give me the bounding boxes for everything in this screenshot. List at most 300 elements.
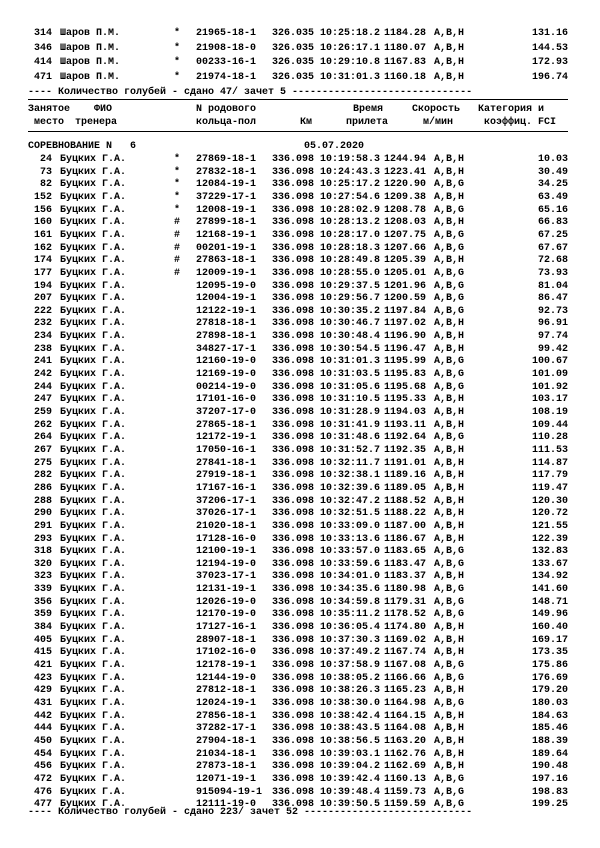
cell-fancier: Буцких Г.А. — [60, 407, 127, 418]
cell-coef-fci: 133.67 — [531, 558, 568, 570]
cell-time: 10:33:59.6 — [320, 558, 381, 570]
cell-category: А,В,Н — [434, 318, 465, 330]
cell-place: 177 — [33, 267, 52, 279]
cell-fancier: Буцких Г.А. — [60, 495, 127, 507]
cell-speed: 1192.35 — [384, 444, 427, 456]
cell-category: А,В,Н — [434, 634, 465, 646]
cell-ring: 37282-17-1 — [196, 723, 257, 735]
cell-ring: 27818-18-1 — [196, 318, 257, 330]
cell-distance: 336.098 — [272, 470, 315, 482]
cell-time: 10:29:56.7 — [320, 293, 381, 305]
cell-distance: 336.098 — [272, 191, 315, 203]
cell-coef-fci: 114.87 — [531, 457, 568, 469]
cell-coef-fci: 169.17 — [531, 634, 568, 646]
cell-distance: 336.098 — [272, 634, 315, 646]
cell-category: А,В,G — [434, 697, 465, 709]
cell-ring: 12111-19-0 — [196, 799, 257, 811]
cell-place: 222 — [33, 305, 52, 317]
cell-place: 161 — [33, 229, 52, 241]
cell-category: А,В,Н — [434, 571, 465, 583]
cell-ring: 17101-16-0 — [196, 394, 257, 406]
cell-time: 10:38:26.3 — [320, 685, 381, 697]
cell-speed: 1180.98 — [384, 584, 427, 596]
cell-time: 10:32:47.2 — [320, 495, 381, 507]
header-ring-2: кольца-пол — [196, 117, 257, 128]
cell-place: 414 — [33, 57, 52, 68]
cell-fancier: Буцких Г.А. — [60, 546, 127, 558]
cell-speed: 1167.74 — [384, 647, 427, 659]
cell-mark: * — [174, 204, 181, 216]
cell-place: 238 — [33, 343, 52, 355]
cell-fancier: Буцких Г.А. — [60, 634, 127, 646]
cell-ring: 37023-17-1 — [196, 571, 257, 583]
cell-speed: 1201.96 — [384, 280, 427, 292]
cell-coef-fci: 73.93 — [537, 267, 568, 279]
cell-time: 10:25:18.2 — [320, 28, 381, 39]
cell-coef-fci: 96.91 — [537, 318, 568, 330]
cell-time: 10:30:46.7 — [320, 318, 381, 330]
cell-ring: 27812-18-1 — [196, 685, 257, 697]
cell-category: А,В,G — [434, 609, 465, 621]
cell-distance: 336.098 — [272, 558, 315, 570]
cell-place: 234 — [33, 331, 52, 343]
cell-coef-fci: 134.92 — [531, 571, 568, 583]
cell-distance: 336.098 — [272, 609, 315, 621]
cell-category: А,В,Н — [434, 71, 465, 83]
cell-ring: 12095-19-0 — [196, 280, 257, 292]
cell-fancier: Шаров П.М. — [60, 71, 121, 83]
cell-time: 10:24:43.3 — [320, 166, 381, 178]
cell-distance: 326.035 — [272, 28, 315, 39]
cell-category: А,В,G — [434, 672, 465, 684]
cell-time: 10:38:05.2 — [320, 672, 381, 684]
cell-speed: 1183.47 — [384, 558, 427, 570]
cell-ring: 12009-19-1 — [196, 267, 257, 279]
cell-place: 244 — [33, 381, 52, 393]
cell-speed: 1197.02 — [384, 318, 427, 330]
cell-fancier: Буцких Г.А. — [60, 331, 127, 343]
cell-fancier: Буцких Г.А. — [60, 166, 127, 178]
cell-fancier: Буцких Г.А. — [60, 596, 127, 608]
cell-ring: 12178-19-1 — [196, 660, 257, 671]
cell-time: 10:25:17.2 — [320, 179, 381, 191]
cell-time: 10:31:03.5 — [320, 369, 381, 381]
cell-coef-fci: 160.40 — [531, 622, 568, 634]
cell-distance: 336.098 — [272, 369, 315, 381]
cell-fancier: Буцких Г.А. — [60, 558, 127, 570]
cell-distance: 336.098 — [272, 242, 315, 254]
cell-category: А,В,Н — [434, 748, 465, 760]
cell-place: 356 — [33, 596, 52, 608]
cell-time: 10:37:30.3 — [320, 634, 381, 646]
cell-distance: 336.098 — [272, 520, 315, 532]
cell-category: А,В,Н — [434, 191, 465, 203]
cell-place: 339 — [33, 584, 52, 596]
cell-mark: * — [174, 191, 181, 203]
cell-distance: 336.098 — [272, 318, 315, 330]
cell-place: 454 — [33, 748, 52, 760]
cell-ring: 12122-19-1 — [196, 305, 257, 317]
cell-distance: 336.098 — [272, 255, 315, 267]
cell-speed: 1160.13 — [384, 773, 427, 785]
cell-coef-fci: 175.86 — [531, 660, 568, 671]
cell-speed: 1160.18 — [384, 71, 427, 83]
cell-fancier: Буцких Г.А. — [60, 520, 127, 532]
cell-fancier: Буцких Г.А. — [60, 685, 127, 697]
cell-time: 10:39:04.2 — [320, 761, 381, 773]
cell-category: А,В,Н — [434, 42, 465, 54]
cell-coef-fci: 149.96 — [531, 609, 568, 621]
cell-fancier: Буцких Г.А. — [60, 394, 127, 406]
cell-fancier: Буцких Г.А. — [60, 799, 127, 811]
cell-place: 242 — [33, 369, 52, 381]
cell-ring: 00233-16-1 — [196, 57, 257, 68]
cell-coef-fci: 179.20 — [531, 685, 568, 697]
cell-ring: 27863-18-1 — [196, 255, 257, 267]
cell-coef-fci: 188.39 — [531, 735, 568, 747]
cell-ring: 27899-18-1 — [196, 217, 257, 229]
header-category-2: коэффиц. FCI — [484, 117, 557, 128]
cell-distance: 336.098 — [272, 647, 315, 659]
cell-speed: 1180.07 — [384, 42, 427, 54]
cell-coef-fci: 121.55 — [531, 520, 568, 532]
cell-fancier: Буцких Г.А. — [60, 660, 127, 671]
cell-speed: 1196.90 — [384, 331, 427, 343]
cell-coef-fci: 148.71 — [531, 596, 568, 608]
cell-coef-fci: 100.67 — [531, 356, 568, 368]
cell-speed: 1193.11 — [384, 419, 427, 431]
cell-ring: 12024-19-1 — [196, 697, 257, 709]
cell-category: А,В,G — [434, 584, 465, 596]
table-header-row-1 — [28, 103, 545, 116]
cell-coef-fci: 101.92 — [531, 381, 568, 393]
cell-distance: 336.098 — [272, 154, 315, 165]
cell-speed: 1188.52 — [384, 495, 427, 507]
cell-place: 291 — [33, 520, 52, 532]
cell-category: А,В,Н — [434, 761, 465, 773]
cell-time: 10:30:54.5 — [320, 343, 381, 355]
cell-ring: 12084-19-1 — [196, 179, 257, 191]
cell-time: 10:39:48.4 — [320, 786, 381, 798]
divider — [28, 131, 568, 132]
cell-time: 10:28:55.0 — [320, 267, 381, 279]
cell-fancier: Буцких Г.А. — [60, 748, 127, 760]
cell-category: А,В,Н — [434, 482, 465, 494]
competition-date: 05.07.2020 — [304, 141, 365, 152]
cell-category: А,В,Н — [434, 28, 465, 39]
cell-fancier: Шаров П.М. — [60, 28, 121, 39]
cell-ring: 12194-19-0 — [196, 558, 257, 570]
cell-distance: 336.098 — [272, 482, 315, 494]
cell-fancier: Буцких Г.А. — [60, 710, 127, 722]
cell-place: 152 — [33, 191, 52, 203]
cell-ring: 12168-19-1 — [196, 229, 257, 241]
cell-place: 450 — [33, 735, 52, 747]
cell-time: 10:28:18.3 — [320, 242, 381, 254]
cell-ring: 17167-16-1 — [196, 482, 257, 494]
cell-ring: 28907-18-1 — [196, 634, 257, 646]
cell-speed: 1205.01 — [384, 267, 427, 279]
cell-category: А,В,Н — [434, 533, 465, 545]
cell-category: А,В,Н — [434, 457, 465, 469]
cell-distance: 336.098 — [272, 267, 315, 279]
cell-speed: 1189.05 — [384, 482, 427, 494]
cell-place: 290 — [33, 508, 52, 520]
cell-ring: 17128-16-0 — [196, 533, 257, 545]
cell-speed: 1174.80 — [384, 622, 427, 634]
cell-category: А,В,G — [434, 280, 465, 292]
cell-coef-fci: 81.04 — [537, 280, 568, 292]
cell-category: А,В,Н — [434, 57, 465, 68]
cell-coef-fci: 66.83 — [537, 217, 568, 229]
cell-fancier: Буцких Г.А. — [60, 179, 127, 191]
header-place-2: место — [34, 117, 65, 128]
cell-category: А,В,Н — [434, 331, 465, 343]
cell-category: А,В,Н — [434, 255, 465, 267]
cell-category: А,В,Н — [434, 508, 465, 520]
cell-fancier: Буцких Г.А. — [60, 723, 127, 735]
cell-fancier: Буцких Г.А. — [60, 647, 127, 659]
cell-fancier: Буцких Г.А. — [60, 381, 127, 393]
cell-category: А,В,G — [434, 242, 465, 254]
competition-row — [28, 140, 365, 153]
cell-mark: * — [174, 179, 181, 191]
cell-coef-fci: 65.16 — [537, 204, 568, 216]
cell-coef-fci: 199.25 — [531, 799, 568, 811]
cell-time: 10:35:11.2 — [320, 609, 381, 621]
cell-speed: 1159.73 — [384, 786, 427, 798]
cell-speed: 1162.69 — [384, 761, 427, 773]
cell-coef-fci: 189.64 — [531, 748, 568, 760]
cell-speed: 1196.47 — [384, 343, 427, 355]
cell-category: А,В,Н — [434, 166, 465, 178]
cell-coef-fci: 180.03 — [531, 697, 568, 709]
cell-coef-fci: 72.68 — [537, 255, 568, 267]
cell-speed: 1189.16 — [384, 470, 427, 482]
cell-speed: 1207.66 — [384, 242, 427, 254]
cell-coef-fci: 132.83 — [531, 546, 568, 558]
cell-speed: 1183.37 — [384, 571, 427, 583]
cell-time: 10:19:58.3 — [320, 154, 381, 165]
cell-mark: * — [174, 42, 181, 54]
cell-place: 423 — [33, 672, 52, 684]
cell-mark: * — [174, 57, 181, 68]
cell-category: А,В,G — [434, 229, 465, 241]
cell-place: 429 — [33, 685, 52, 697]
cell-ring: 12100-19-1 — [196, 546, 257, 558]
cell-category: А,В,G — [434, 786, 465, 798]
cell-coef-fci: 196.74 — [531, 71, 568, 83]
cell-ring: 27841-18-1 — [196, 457, 257, 469]
cell-distance: 336.098 — [272, 533, 315, 545]
cell-distance: 336.098 — [272, 381, 315, 393]
cell-category: А,В,G — [434, 293, 465, 305]
cell-time: 10:31:48.6 — [320, 432, 381, 444]
cell-fancier: Шаров П.М. — [60, 57, 121, 68]
cell-time: 10:28:02.9 — [320, 204, 381, 216]
cell-fancier: Буцких Г.А. — [60, 508, 127, 520]
cell-time: 10:38:43.5 — [320, 723, 381, 735]
cell-time: 10:31:10.5 — [320, 394, 381, 406]
cell-category: А,В,Н — [434, 710, 465, 722]
competition-label: СОРЕВНОВАНИЕ N 6 — [28, 141, 137, 152]
cell-fancier: Буцких Г.А. — [60, 786, 127, 798]
cell-time: 10:39:42.4 — [320, 773, 381, 785]
cell-place: 241 — [33, 356, 52, 368]
cell-category: А,В,G — [434, 267, 465, 279]
cell-speed: 1184.28 — [384, 28, 427, 39]
cell-speed: 1166.66 — [384, 672, 427, 684]
cell-distance: 336.098 — [272, 773, 315, 785]
cell-mark: # — [174, 229, 181, 241]
cell-distance: 336.098 — [272, 356, 315, 368]
cell-ring: 21908-18-0 — [196, 42, 257, 54]
cell-fancier: Буцких Г.А. — [60, 217, 127, 229]
cell-speed: 1208.78 — [384, 204, 427, 216]
cell-fancier: Буцких Г.А. — [60, 609, 127, 621]
cell-category: А,В,Н — [434, 520, 465, 532]
cell-ring: 27898-18-1 — [196, 331, 257, 343]
cell-category: А,В,G — [434, 799, 465, 811]
cell-time: 10:37:49.2 — [320, 647, 381, 659]
cell-ring: 12170-19-0 — [196, 609, 257, 621]
cell-category: А,В,Н — [434, 419, 465, 431]
cell-time: 10:27:54.6 — [320, 191, 381, 203]
cell-time: 10:30:35.2 — [320, 305, 381, 317]
cell-distance: 336.098 — [272, 444, 315, 456]
cell-distance: 336.098 — [272, 723, 315, 735]
cell-time: 10:26:17.1 — [320, 42, 381, 54]
cell-speed: 1167.83 — [384, 57, 427, 68]
cell-distance: 326.035 — [272, 71, 315, 83]
header-fio-2: тренера — [75, 117, 118, 128]
summary-line-total: ---- Количество голубей - сдано 223/ зачет 52 ---------------------------- — [28, 807, 473, 818]
cell-category: А,В,Н — [434, 407, 465, 418]
cell-place: 259 — [33, 407, 52, 418]
cell-place: 174 — [33, 255, 52, 267]
cell-ring: 27865-18-1 — [196, 419, 257, 431]
cell-place: 346 — [33, 42, 52, 54]
cell-speed: 1179.31 — [384, 596, 427, 608]
cell-category: А,В,G — [434, 432, 465, 444]
cell-ring: 17050-16-1 — [196, 444, 257, 456]
cell-ring: 37207-17-0 — [196, 407, 257, 418]
cell-ring: 00214-19-0 — [196, 381, 257, 393]
cell-place: 323 — [33, 571, 52, 583]
cell-distance: 336.098 — [272, 343, 315, 355]
header-speed-2: м/мин — [423, 117, 454, 128]
cell-distance: 336.098 — [272, 457, 315, 469]
cell-fancier: Шаров П.М. — [60, 42, 121, 54]
cell-speed: 1187.00 — [384, 520, 427, 532]
cell-distance: 336.098 — [272, 622, 315, 634]
cell-ring: 21020-18-1 — [196, 520, 257, 532]
cell-coef-fci: 176.69 — [531, 672, 568, 684]
cell-time: 10:33:57.0 — [320, 546, 381, 558]
cell-place: 156 — [33, 204, 52, 216]
cell-speed: 1163.20 — [384, 735, 427, 747]
cell-coef-fci: 108.19 — [531, 407, 568, 418]
cell-distance: 336.098 — [272, 204, 315, 216]
cell-speed: 1186.67 — [384, 533, 427, 545]
cell-fancier: Буцких Г.А. — [60, 584, 127, 596]
cell-ring: 12160-19-0 — [196, 356, 257, 368]
cell-mark: * — [174, 166, 181, 178]
cell-coef-fci: 173.35 — [531, 647, 568, 659]
cell-ring: 12172-19-1 — [196, 432, 257, 444]
cell-time: 10:31:52.7 — [320, 444, 381, 456]
cell-ring: 27832-18-1 — [196, 166, 257, 178]
cell-ring: 21034-18-1 — [196, 748, 257, 760]
cell-time: 10:38:42.4 — [320, 710, 381, 722]
cell-coef-fci: 67.67 — [537, 242, 568, 254]
cell-time: 10:31:41.9 — [320, 419, 381, 431]
cell-coef-fci: 110.28 — [531, 432, 568, 444]
cell-coef-fci: 34.25 — [537, 179, 568, 191]
header-time-2: прилета — [346, 117, 389, 128]
cell-fancier: Буцких Г.А. — [60, 432, 127, 444]
cell-distance: 336.098 — [272, 407, 315, 418]
cell-ring: 12026-19-0 — [196, 596, 257, 608]
cell-place: 444 — [33, 723, 52, 735]
cell-time: 10:28:13.2 — [320, 217, 381, 229]
cell-speed: 1244.94 — [384, 154, 427, 165]
cell-category: А,В,G — [434, 369, 465, 381]
cell-coef-fci: 109.44 — [531, 419, 568, 431]
cell-distance: 336.098 — [272, 697, 315, 709]
cell-distance: 336.098 — [272, 280, 315, 292]
cell-category: А,В,Н — [434, 444, 465, 456]
cell-ring: 12144-19-0 — [196, 672, 257, 684]
cell-ring: 915094-19-1 — [196, 786, 263, 798]
cell-speed: 1205.39 — [384, 255, 427, 267]
cell-coef-fci: 122.39 — [531, 533, 568, 545]
cell-place: 288 — [33, 495, 52, 507]
cell-ring: 00201-19-1 — [196, 242, 257, 254]
cell-fancier: Буцких Г.А. — [60, 622, 127, 634]
cell-time: 10:39:03.1 — [320, 748, 381, 760]
cell-distance: 336.098 — [272, 166, 315, 178]
cell-category: А,В,Н — [434, 647, 465, 659]
cell-fancier: Буцких Г.А. — [60, 672, 127, 684]
cell-distance: 336.098 — [272, 596, 315, 608]
cell-coef-fci: 10.03 — [537, 154, 568, 165]
cell-time: 10:31:01.3 — [320, 356, 381, 368]
header-fio: ФИО — [94, 104, 113, 115]
cell-speed: 1191.01 — [384, 457, 427, 469]
cell-coef-fci: 172.93 — [531, 57, 568, 68]
cell-category: А,В,Н — [434, 470, 465, 482]
cell-distance: 336.098 — [272, 786, 315, 798]
cell-fancier: Буцких Г.А. — [60, 369, 127, 381]
cell-time: 10:28:17.0 — [320, 229, 381, 241]
cell-coef-fci: 92.73 — [537, 305, 568, 317]
cell-category: А,В,G — [434, 773, 465, 785]
cell-distance: 336.098 — [272, 710, 315, 722]
cell-ring: 12004-19-1 — [196, 293, 257, 305]
cell-time: 10:31:28.9 — [320, 407, 381, 418]
cell-speed: 1178.52 — [384, 609, 427, 621]
cell-coef-fci: 190.48 — [531, 761, 568, 773]
cell-distance: 336.098 — [272, 179, 315, 191]
cell-time: 10:30:48.4 — [320, 331, 381, 343]
cell-fancier: Буцких Г.А. — [60, 154, 127, 165]
cell-coef-fci: 97.74 — [537, 331, 568, 343]
cell-category: А,В,G — [434, 381, 465, 393]
cell-category: А,В,Н — [434, 394, 465, 406]
cell-fancier: Буцких Г.А. — [60, 356, 127, 368]
cell-speed: 1209.38 — [384, 191, 427, 203]
